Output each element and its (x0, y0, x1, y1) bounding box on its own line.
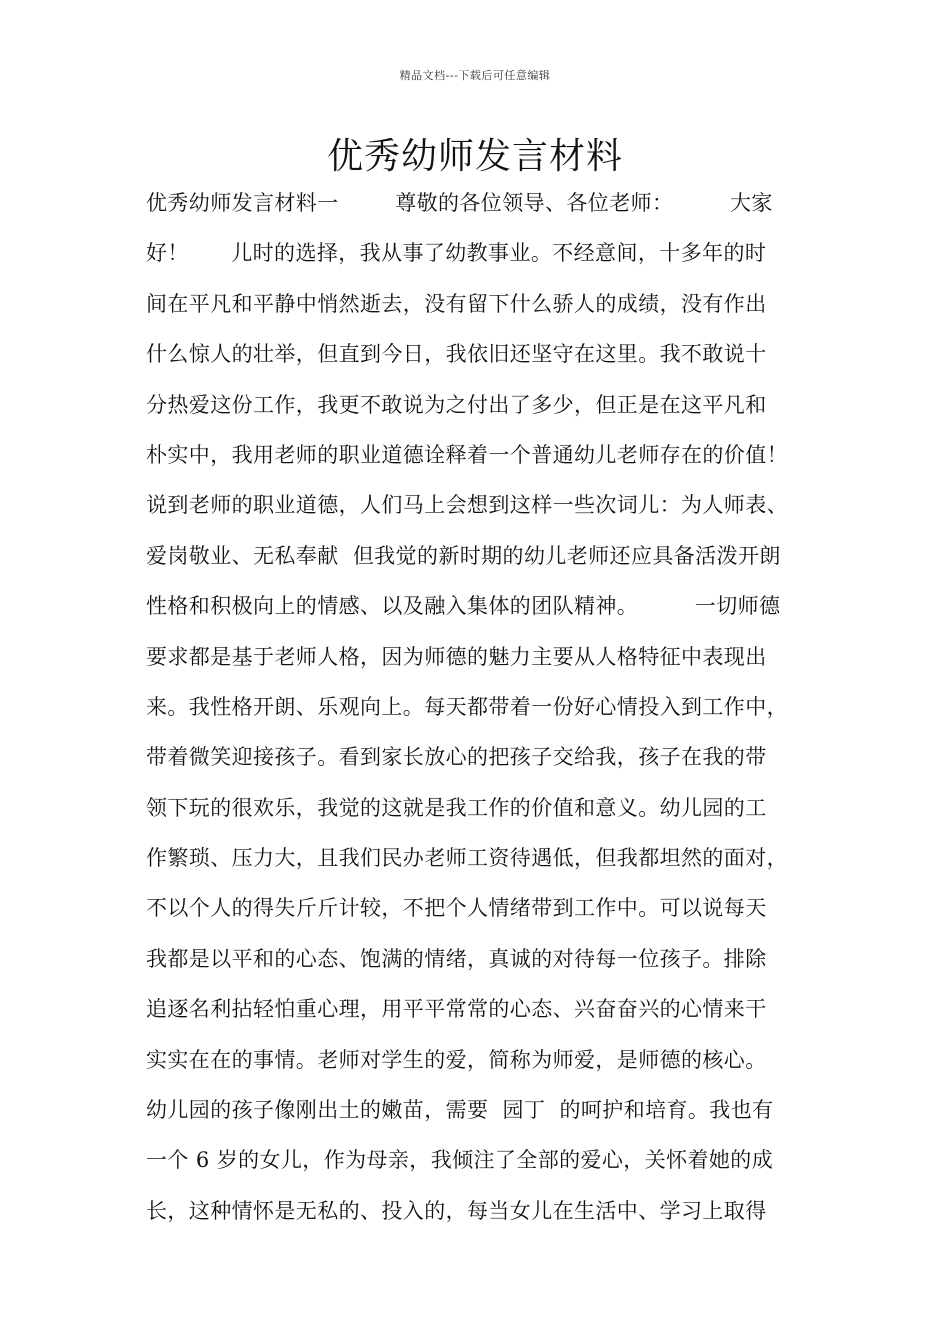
body-line: 分热爱这份工作，我更不敢说为之付出了多少，但正是在这平凡和 (146, 392, 767, 417)
body-line: 领下玩的很欢乐，我觉的这就是我工作的价值和意义。幼儿园的工 (146, 795, 767, 820)
body-line: 爱岗敬业、无私奉献 但我觉的新时期的幼儿老师还应具备活泼开朗 (146, 543, 781, 568)
body-line: 作繁琐、压力大，且我们民办老师工资待遇低，但我都坦然的面对， (146, 846, 788, 871)
body-line: 长，这种情怀是无私的、投入的，每当女儿在生活中、学习上取得 (146, 1198, 767, 1223)
body-line: 追逐名利拈轻怕重心理，用平平常常的心态、兴奋奋兴的心情来干 (146, 997, 767, 1022)
document-title: 优秀幼师发言材料 (326, 136, 623, 177)
body-line: 不以个人的得失斤斤计较，不把个人情绪带到工作中。可以说每天 (146, 896, 767, 921)
body-line: 实实在在的事情。老师对学生的爱，简称为师爱，是师德的核心。 (146, 1047, 767, 1072)
body-line: 来。我性格开朗、乐观向上。每天都带着一份好心情投入到工作中， (146, 694, 788, 719)
body-line: 我都是以平和的心态、饱满的情绪，真诚的对待每一位孩子。排除 (146, 946, 767, 971)
body-line: 说到老师的职业道德，人们马上会想到这样一些次词儿：为人师表、 (146, 493, 788, 518)
body-line: 幼儿园的孩子像刚出土的嫩苗，需要 园丁 的呵护和培育。我也有 (146, 1098, 774, 1123)
body-line: 性格和积极向上的情感、以及融入集体的团队精神。 一切师德 (146, 594, 781, 619)
page-header-note: 精品文档---下载后可任意编辑 (399, 69, 551, 82)
body-line: 朴实中，我用老师的职业道德诠释着一个普通幼儿老师存在的价值！ (146, 442, 788, 467)
body-line: 一个 6 岁的女儿，作为母亲，我倾注了全部的爱心，关怀着她的成 (146, 1148, 774, 1173)
body-line: 优秀幼师发言材料一 尊敬的各位领导、各位老师： 大家 (146, 191, 773, 215)
body-line: 好！ 儿时的选择，我从事了幼教事业。不经意间，十多年的时 (146, 241, 767, 266)
document-body (146, 178, 826, 1236)
body-line: 带着微笑迎接孩子。看到家长放心的把孩子交给我，孩子在我的带 (146, 745, 767, 770)
body-line: 间在平凡和平静中悄然逝去，没有留下什么骄人的成绩，没有作出 (146, 291, 767, 316)
body-line: 什么惊人的壮举，但直到今日，我依旧还坚守在这里。我不敢说十 (146, 342, 767, 367)
body-line: 要求都是基于老师人格，因为师德的魅力主要从人格特征中表现出 (146, 644, 767, 669)
